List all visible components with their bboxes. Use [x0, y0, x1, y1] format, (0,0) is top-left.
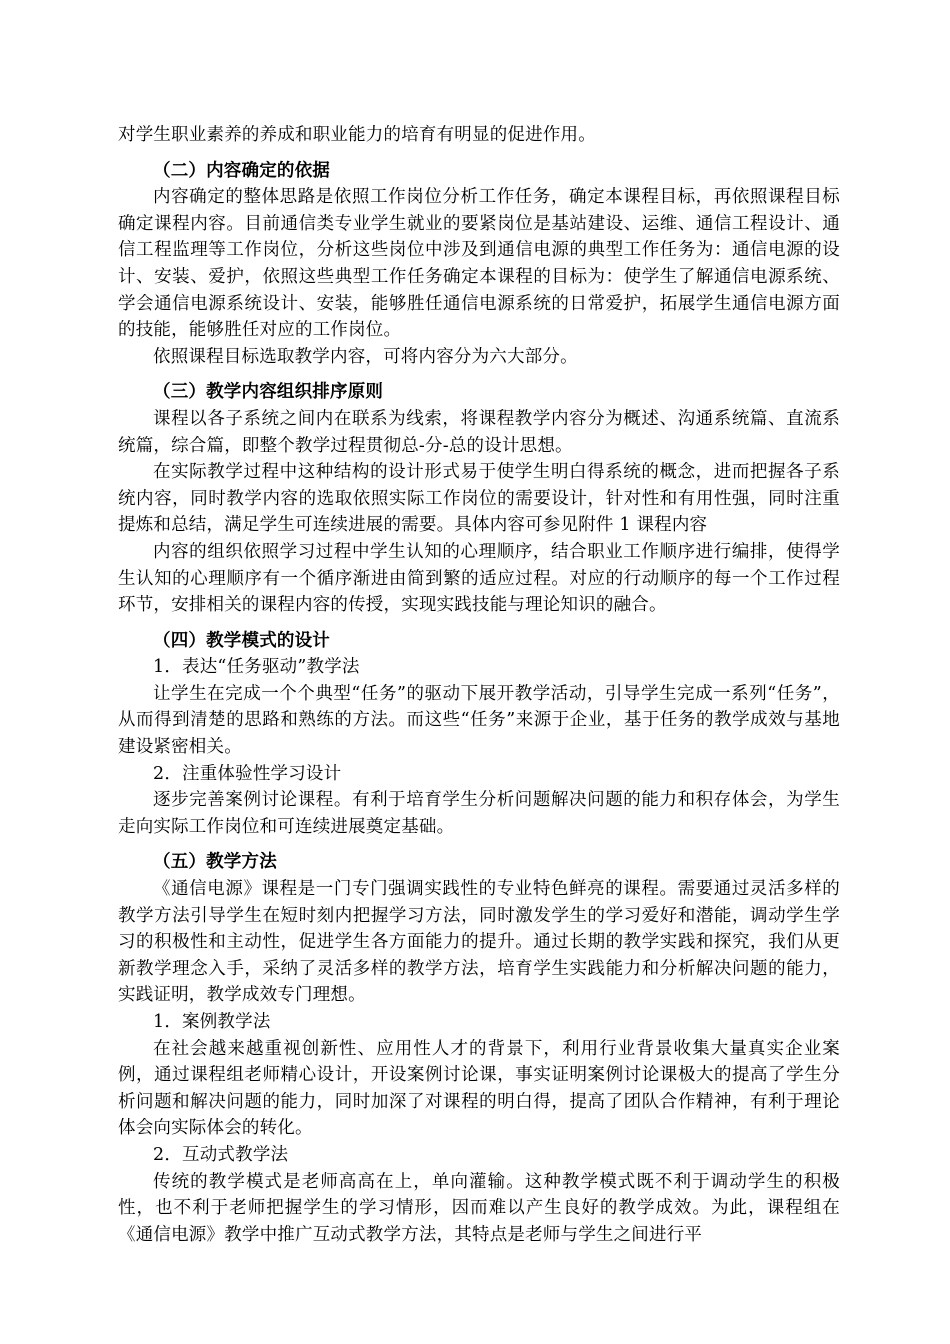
paragraph: 依照课程目标选取教学内容，可将内容分为六大部分。: [153, 346, 578, 367]
numbered-subheading: 1．案例教学法: [153, 1012, 271, 1032]
section-heading: （二）内容确定的依据: [153, 160, 330, 181]
section-heading: （四）教学模式的设计: [153, 630, 330, 651]
numbered-subheading: 2．注重体验性学习设计: [153, 763, 342, 784]
paragraph: 在社会越来越重视创新性、应用性人才的背景下，利用行业背景收集大量真实企业案例，通过课程组老师精心设计，开设案例讨论课，事实证明案例讨论课极大的提高了学生分析问题和解决问题的能力，同时加深了对课程的明白得，提高了团队合作精神，有利于理论体会向实际体会的转化。: [118, 1038, 840, 1139]
paragraph: 让学生在完成一个个典型“任务”的驱动下展开教学活动，引导学生完成一系列“任务”，从而得到清楚的思路和熟练的方法。而这些“任务”来源于企业，基于任务的教学成效与基地建设紧密相关。: [118, 683, 840, 758]
paragraph: 对学生职业素养的养成和职业能力的培育有明显的促进作用。: [118, 125, 596, 145]
paragraph: 内容的组织依照学习过程中学生认知的心理顺序，结合职业工作顺序进行编排，使得学生认知的心理顺序有一个循序渐进由简到繁的适应过程。对应的行动顺序的每一个工作过程环节，安排相关的课程内容的传授，实现实践技能与理论知识的融合。: [118, 541, 840, 616]
numbered-subheading: 1．表达“任务驱动”教学法: [153, 657, 360, 678]
section-heading: （五）教学方法: [153, 852, 277, 873]
numbered-subheading: 2．互动式教学法: [153, 1144, 289, 1165]
paragraph: 在实际教学过程中这种结构的设计形式易于使学生明白得系统的概念，进而把握各子系统内容，同时教学内容的选取依照实际工作岗位的需要设计，针对性和有用性强，同时注重提炼和总结，满足学生可连续进展的需要。具体内容可参见附件 1 课程内容: [118, 462, 840, 536]
section-heading: （三）教学内容组织排序原则: [153, 382, 384, 403]
paragraph: 《通信电源》课程是一门专门强调实践性的专业特色鲜亮的课程。需要通过灵活多样的教学方法引导学生在短时刻内把握学习方法，同时激发学生的学习爱好和潜能，调动学生学习的积极性和主动性，促进学生各方面能力的提升。通过长期的教学实践和探究，我们从更新教学理念入手，采纳了灵活多样的教学方法，培育学生实践能力和分析解决问题的能力，实践证明，教学成效专门理想。: [118, 879, 840, 1006]
paragraph: 传统的教学模式是老师高高在上，单向灌输。这种教学模式既不利于调动学生的积极性，也不利于老师把握学生的学习情形，因而难以产生良好的教学成效。为此，课程组在《通信电源》教学中推广互动式教学方法，其特点是老师与学生之间进行平: [118, 1171, 840, 1245]
paragraph: 内容确定的整体思路是依照工作岗位分析工作任务，确定本课程目标，再依照课程目标确定课程内容。目前通信类专业学生就业的要紧岗位是基站建设、运维、通信工程设计、通信工程监理等工作岗位，分析这些岗位中涉及到通信电源的典型工作任务为：通信电源的设计、安装、爱护，依照这些典型工作任务确定本课程的目标为：使学生了解通信电源系统、学会通信电源系统设计、安装，能够胜任通信电源系统的日常爱护，拓展学生通信电源方面的技能，能够胜任对应的工作岗位。: [118, 187, 840, 341]
paragraph: 逐步完善案例讨论课程。有利于培育学生分析问题解决问题的能力和积存体会，为学生走向实际工作岗位和可连续进展奠定基础。: [118, 790, 840, 837]
document-page: [118, 122, 840, 1248]
paragraph: 课程以各子系统之间内在联系为线索，将课程教学内容分为概述、沟通系统篇、直流系统篇，综合篇，即整个教学过程贯彻总-分-总的设计思想。: [118, 408, 840, 456]
